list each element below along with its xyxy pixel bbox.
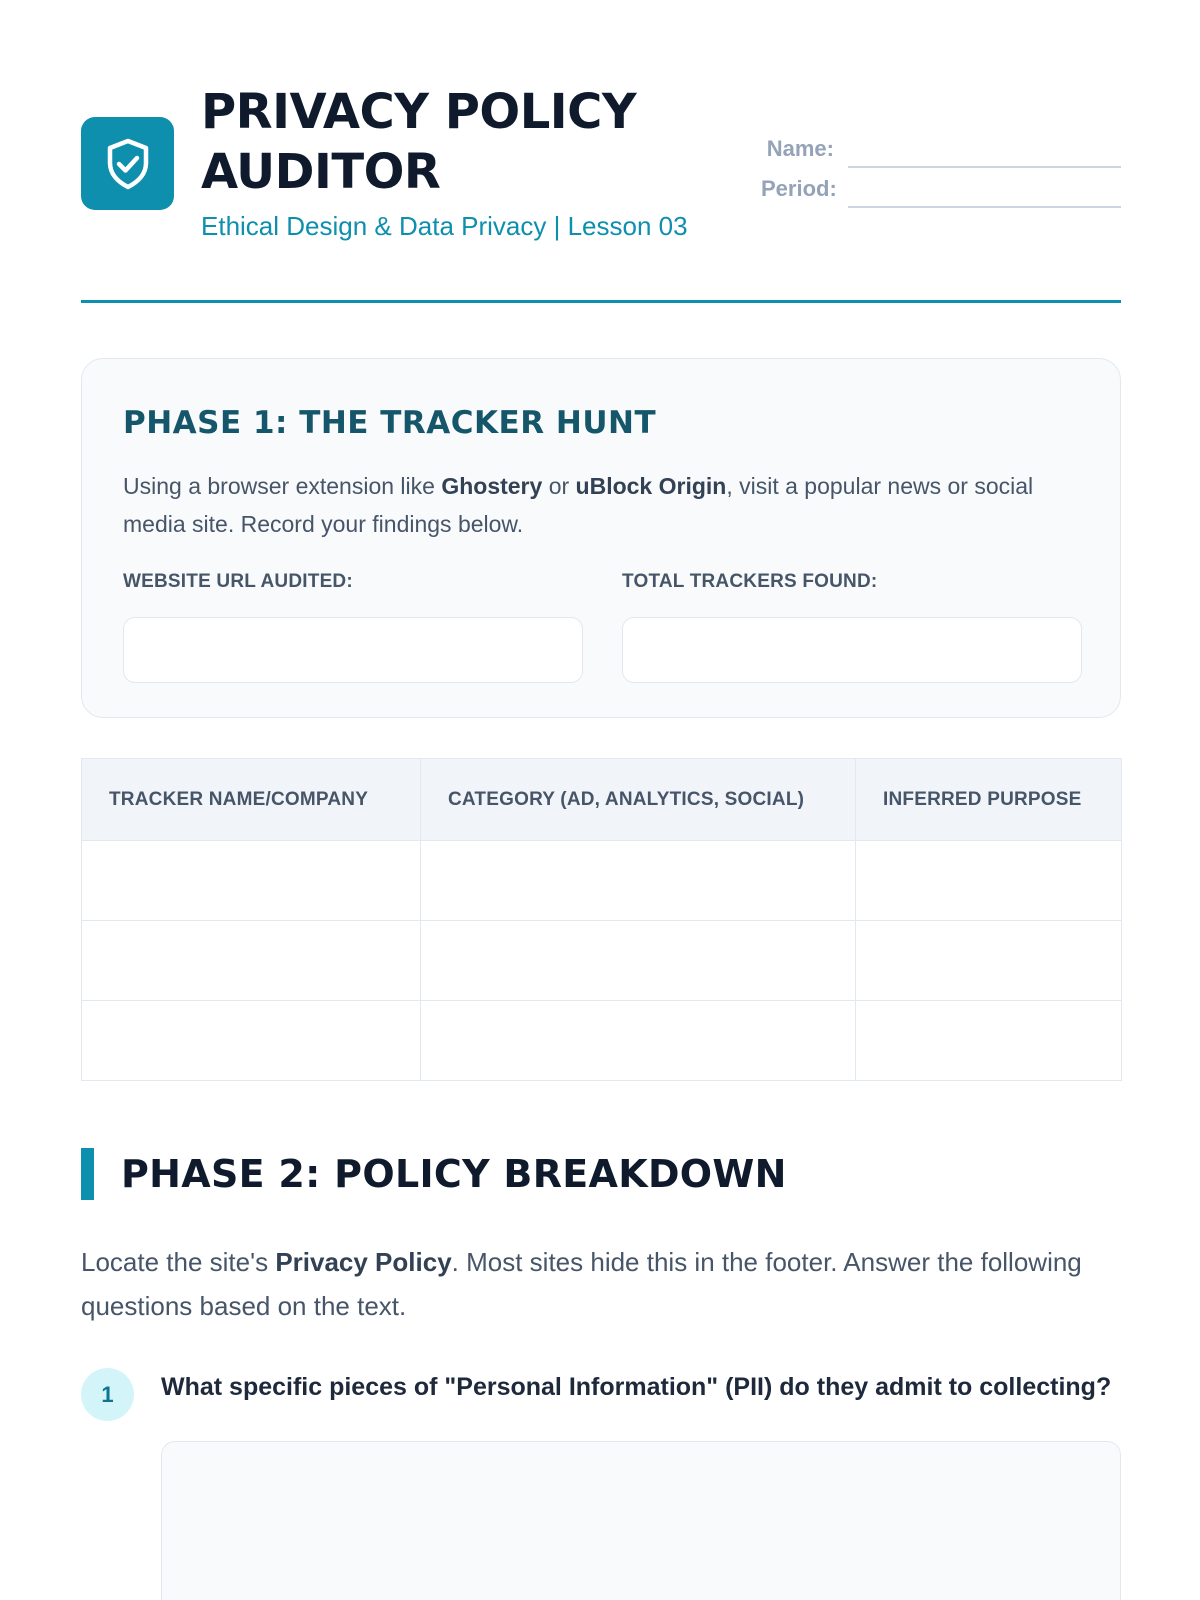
header-divider	[81, 300, 1121, 303]
table-header-row	[82, 759, 1122, 841]
period-row	[761, 168, 1121, 208]
page-title	[201, 82, 636, 202]
worksheet-header	[81, 80, 1121, 300]
title-line-1: PRIVACY POLICY	[201, 84, 637, 140]
logo-badge	[81, 117, 174, 210]
answer-box[interactable]	[161, 1441, 1121, 1600]
table-cell[interactable]	[82, 1001, 421, 1081]
period-field[interactable]	[848, 178, 1121, 208]
page-subtitle: Ethical Design & Data Privacy | Lesson 03	[201, 211, 688, 241]
shield-check-icon	[103, 137, 153, 191]
name-field[interactable]	[848, 138, 1121, 168]
ublock-name: uBlock Origin	[575, 473, 727, 499]
privacy-policy-term: Privacy Policy	[275, 1247, 452, 1277]
table-cell[interactable]	[82, 921, 421, 1001]
table-cell[interactable]	[856, 1001, 1122, 1081]
phase2-accent-bar	[81, 1148, 94, 1200]
name-label: Name:	[766, 136, 834, 161]
table-cell[interactable]	[421, 841, 856, 921]
url-label: WEBSITE URL AUDITED:	[123, 571, 353, 592]
student-info	[761, 128, 1121, 208]
col-category: CATEGORY (AD, ANALYTICS, SOCIAL)	[421, 759, 856, 841]
table-cell[interactable]	[82, 841, 421, 921]
question-number-badge: 1	[81, 1368, 134, 1421]
period-label: Period:	[761, 176, 837, 201]
url-field-group	[123, 571, 583, 683]
tracker-table	[81, 758, 1122, 1081]
phase1-card	[81, 358, 1121, 718]
name-row	[761, 128, 1121, 168]
table-cell[interactable]	[856, 841, 1122, 921]
ghostery-name: Ghostery	[441, 473, 543, 499]
total-trackers-input[interactable]	[622, 617, 1082, 683]
total-trackers-label: TOTAL TRACKERS FOUND:	[622, 571, 878, 592]
phase1-description: Using a browser extension like Ghostery or uBlock Origin, visit a popular news or social media site. Record your findings below.	[123, 473, 1034, 537]
title-line-2: AUDITOR	[201, 144, 441, 200]
phase1-title: PHASE 1: THE TRACKER HUNT	[123, 405, 657, 441]
phase2-description: Locate the site's Privacy Policy. Most sites hide this in the footer. Answer the following questions based on the text.	[81, 1247, 1082, 1321]
table-row	[82, 841, 1122, 921]
url-input[interactable]	[123, 617, 583, 683]
table-cell[interactable]	[856, 921, 1122, 1001]
table-row	[82, 921, 1122, 1001]
col-tracker-name: TRACKER NAME/COMPANY	[82, 759, 421, 841]
table-cell[interactable]	[421, 921, 856, 1001]
question-text: What specific pieces of "Personal Information" (PII) do they admit to collecting?	[161, 1373, 1112, 1401]
total-field-group	[622, 571, 1082, 683]
phase2-title: PHASE 2: POLICY BREAKDOWN	[121, 1152, 787, 1196]
table-cell[interactable]	[421, 1001, 856, 1081]
table-row	[82, 1001, 1122, 1081]
col-inferred-purpose: INFERRED PURPOSE	[856, 759, 1122, 841]
